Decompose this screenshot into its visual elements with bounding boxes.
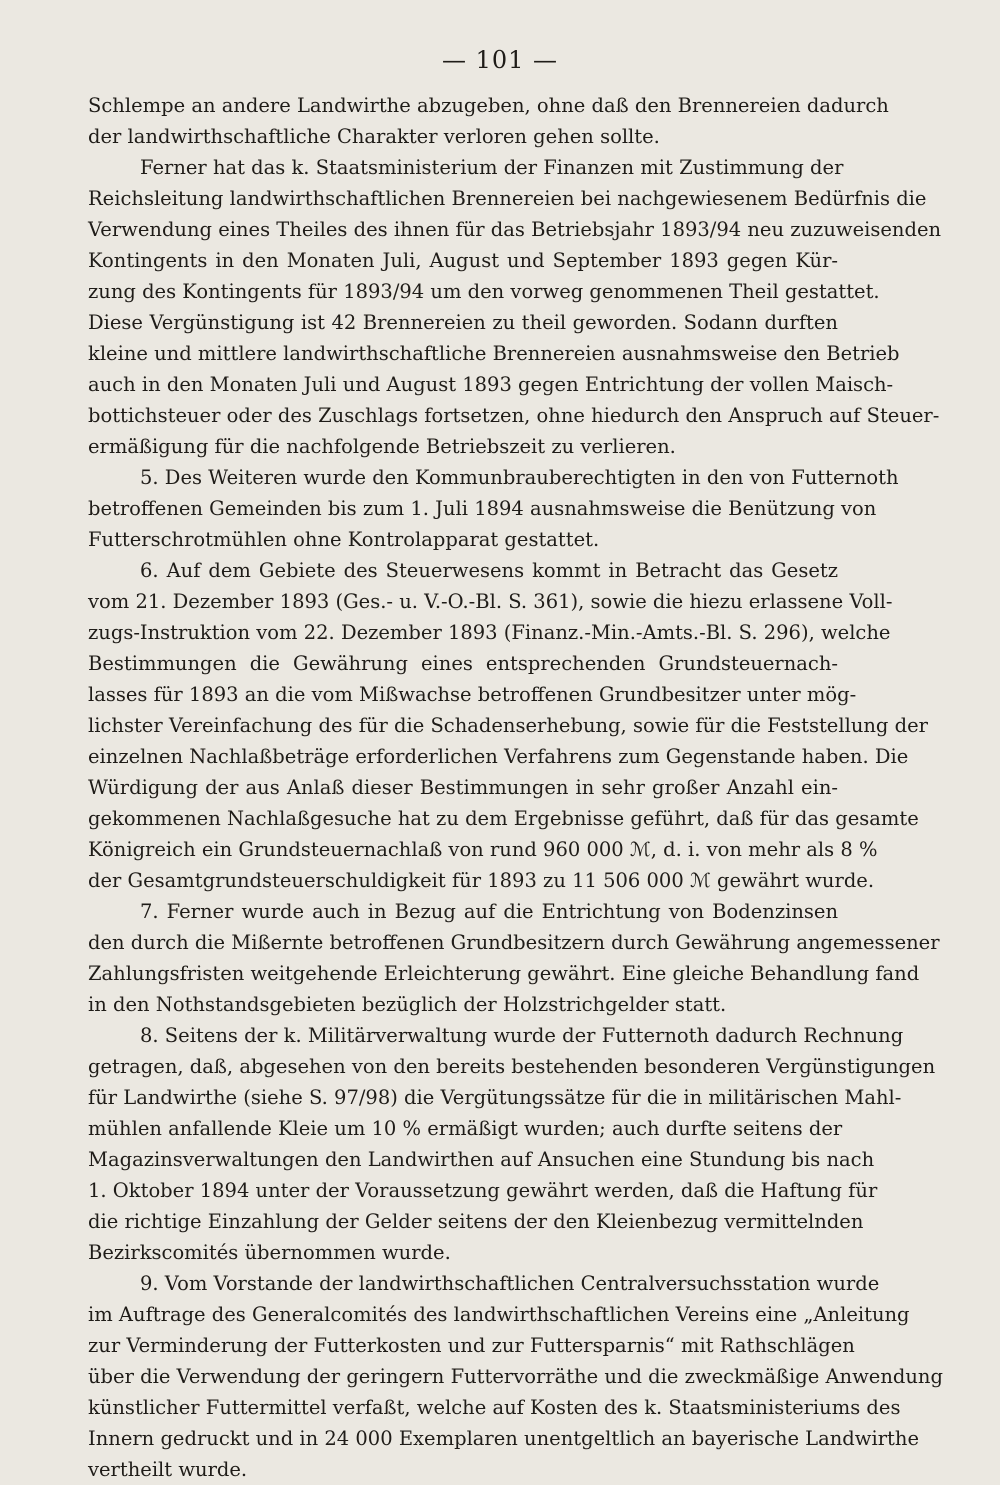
- text-line: Königreich ein Grundsteuernachlaß von rund 960 000 ℳ, d. i. von mehr als 8 %: [88, 838, 878, 861]
- text-line: getragen, daß, abgesehen von den bereits bestehenden besonderen Vergünstigungen: [88, 1055, 936, 1078]
- text-line: 7. Ferner wurde auch in Bezug auf die Entrichtung von Bodenzinsen: [140, 900, 838, 923]
- text-line: Reichsleitung landwirthschaftlichen Brennereien bei nachgewiesenem Bedürfnis die: [88, 187, 927, 210]
- page-number: — 101 —: [441, 46, 559, 74]
- text-line: Magazinsverwaltungen den Landwirthen auf Ansuchen eine Stundung bis nach: [88, 1148, 875, 1171]
- text-line: Verwendung eines Theiles des ihnen für das Betriebsjahr 1893/94 neu zuzuweisenden: [88, 218, 942, 241]
- text-line: Innern gedruckt und in 24 000 Exemplaren unentgeltlich an bayerische Landwirthe: [88, 1427, 919, 1450]
- text-line: kleine und mittlere landwirthschaftliche Brennereien ausnahmsweise den Betrieb: [88, 342, 900, 365]
- text-line: lasses für 1893 an die vom Mißwachse betroffenen Grundbesitzer unter mög-: [88, 683, 857, 706]
- text-line: im Auftrage des Generalcomités des landwirthschaftlichen Vereins eine „Anleitung: [88, 1303, 910, 1326]
- paragraph: [88, 152, 942, 462]
- text-line: gekommenen Nachlaßgesuche hat zu dem Ergebnisse geführt, daß für das gesamte: [88, 807, 919, 830]
- text-line: über die Verwendung der geringern Futtervorräthe und die zweckmäßige Anwendung: [88, 1365, 943, 1388]
- body-text: [88, 90, 943, 1485]
- text-line: zung des Kontingents für 1893/94 um den vorweg genommenen Theil gestattet.: [88, 280, 880, 303]
- text-line: 8. Seitens der k. Militärverwaltung wurde der Futternoth dadurch Rechnung: [140, 1024, 904, 1047]
- text-line: mühlen anfallende Kleie um 10 % ermäßigt wurden; auch durfte seitens der: [88, 1117, 843, 1140]
- text-line: 5. Des Weiteren wurde den Kommunbrauberechtigten in den von Futternoth: [140, 466, 899, 489]
- text-line: Kontingents in den Monaten Juli, August und September 1893 gegen Kür-: [88, 249, 838, 272]
- text-line: lichster Vereinfachung des für die Schadenserhebung, sowie für die Feststellung der: [88, 714, 928, 737]
- text-line: Futterschrotmühlen ohne Kontrolapparat gestattet.: [88, 528, 600, 551]
- text-line: zur Verminderung der Futterkosten und zur Futtersparnis“ mit Rathschlägen: [88, 1334, 855, 1357]
- text-line: einzelnen Nachlaßbeträge erforderlichen Verfahrens zum Gegenstande haben. Die: [88, 745, 909, 768]
- text-line: bottichsteuer oder des Zuschlags fortsetzen, ohne hiedurch den Anspruch auf Steuer-: [88, 404, 940, 427]
- text-line: Schlempe an andere Landwirthe abzugeben, ohne daß den Brennereien dadurch: [88, 94, 889, 117]
- text-line: zugs-Instruktion vom 22. Dezember 1893 (Finanz.-Min.-Amts.-Bl. S. 296), welche: [88, 621, 891, 644]
- paragraph: [88, 1268, 943, 1485]
- text-line: ermäßigung für die nachfolgende Betriebszeit zu verlieren.: [88, 435, 676, 458]
- text-line: den durch die Mißernte betroffenen Grundbesitzern durch Gewährung angemessener: [88, 931, 940, 954]
- text-line: vom 21. Dezember 1893 (Ges.- u. V.-O.-Bl. S. 361), sowie die hiezu erlassene Voll-: [88, 590, 893, 613]
- text-line: Zahlungsfristen weitgehende Erleichterung gewährt. Eine gleiche Behandlung fand: [88, 962, 920, 985]
- paragraph: [88, 555, 928, 896]
- text-line: in den Nothstandsgebieten bezüglich der Holzstrichgelder statt.: [88, 993, 727, 1016]
- text-line: der landwirthschaftliche Charakter verloren gehen sollte.: [88, 125, 660, 148]
- paragraph: [88, 1020, 936, 1268]
- text-line: auch in den Monaten Juli und August 1893 gegen Entrichtung der vollen Maisch-: [88, 373, 894, 396]
- paragraph: [88, 90, 889, 152]
- text-line: künstlicher Futtermittel verfaßt, welche auf Kosten des k. Staatsministeriums des: [88, 1396, 901, 1419]
- text-line: Diese Vergünstigung ist 42 Brennereien zu theil geworden. Sodann durften: [88, 311, 838, 334]
- text-line: vertheilt wurde.: [88, 1458, 248, 1481]
- text-line: der Gesamtgrundsteuerschuldigkeit für 1893 zu 11 506 000 ℳ gewährt wurde.: [88, 869, 875, 892]
- text-line: die richtige Einzahlung der Gelder seitens der den Kleienbezug vermittelnden: [88, 1210, 864, 1233]
- text-line: Würdigung der aus Anlaß dieser Bestimmungen in sehr großer Anzahl ein-: [88, 776, 838, 799]
- text-line: 6. Auf dem Gebiete des Steuerwesens kommt in Betracht das Gesetz: [140, 559, 838, 582]
- text-line: für Landwirthe (siehe S. 97/98) die Vergütungssätze für die in militärischen Mahl-: [88, 1086, 902, 1109]
- text-line: Ferner hat das k. Staatsministerium der Finanzen mit Zustimmung der: [140, 156, 844, 179]
- text-line: 1. Oktober 1894 unter der Voraussetzung gewährt werden, daß die Haftung für: [88, 1179, 878, 1202]
- paragraph: [88, 462, 899, 555]
- text-line: 9. Vom Vorstande der landwirthschaftlichen Centralversuchsstation wurde: [140, 1272, 880, 1295]
- text-line: betroffenen Gemeinden bis zum 1. Juli 1894 ausnahmsweise die Benützung von: [88, 497, 877, 520]
- paragraph: [88, 896, 940, 1020]
- text-line: Bezirkscomités übernommen wurde.: [88, 1241, 451, 1264]
- text-line: Bestimmungen die Gewährung eines entsprechenden Grundsteuernach-: [88, 652, 838, 675]
